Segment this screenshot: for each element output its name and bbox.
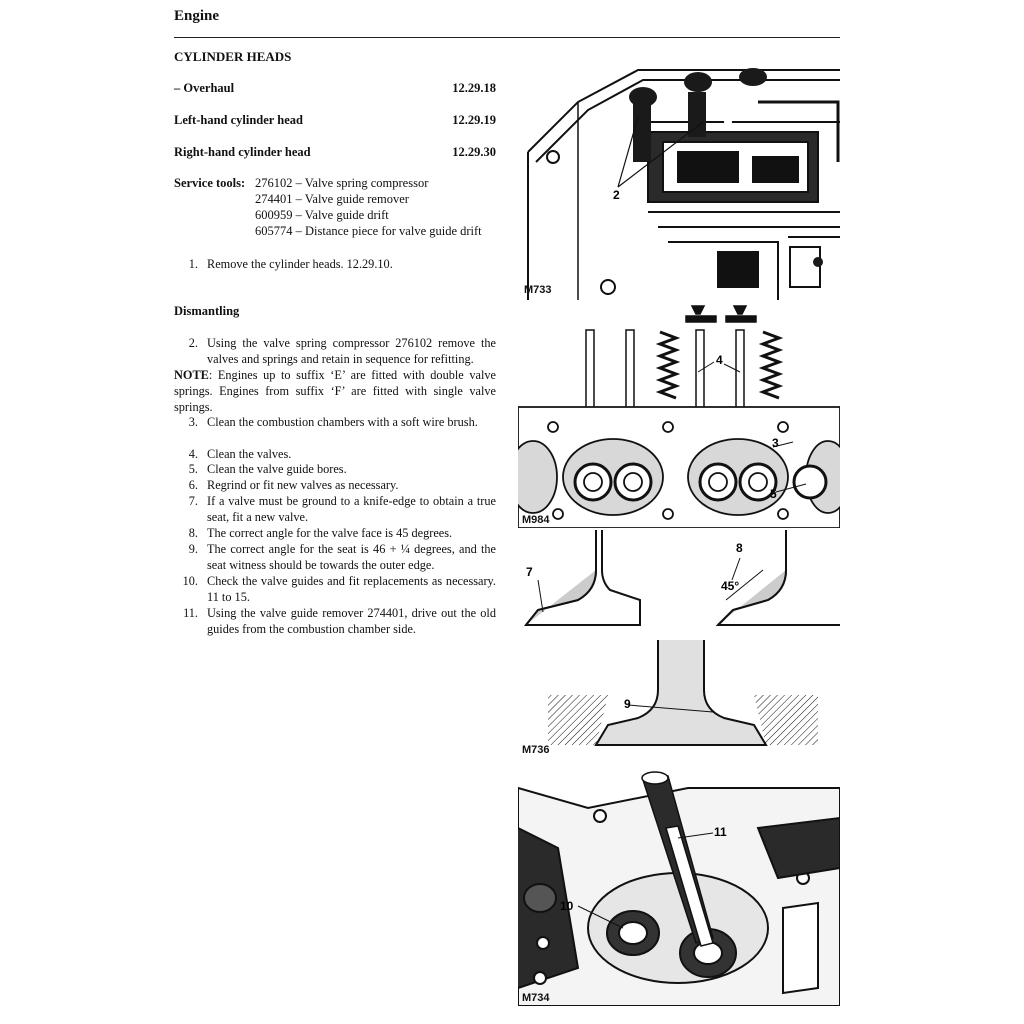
figure-label-m736: M736 (522, 744, 550, 756)
step-item (174, 447, 496, 463)
figure-m734-guide-removal (518, 768, 840, 1006)
step-item (174, 478, 496, 494)
note-paragraph (174, 368, 496, 415)
guide-removal-illustration (518, 768, 840, 1006)
page-header-title: Engine (174, 8, 220, 24)
figure-m984-valves-chambers (518, 302, 840, 528)
step-number: 8. (188, 526, 198, 540)
callout-9: 9 (624, 697, 631, 711)
header-rule (174, 37, 840, 38)
operation-row (174, 113, 496, 128)
step-text: Using the valve guide remover 274401, drive out the old guides from the combustion chamber side. (207, 606, 496, 636)
step-item (174, 415, 496, 431)
callout-45-degrees: 45° (721, 579, 740, 593)
figure-m736-valve-angles (518, 530, 840, 758)
step-number: 7. (188, 494, 198, 508)
cylinder-head-illustration (518, 62, 840, 300)
operation-code: 12.29.30 (452, 145, 496, 159)
step-number: 2. (188, 336, 198, 350)
figure-label-m734: M734 (522, 992, 550, 1004)
figure-m733-cylinder-head (518, 62, 840, 300)
callout-2: 2 (613, 188, 620, 202)
step-text: Remove the cylinder heads. 12.29.10. (207, 257, 393, 271)
note-text: : Engines up to suffix ‘E’ are fitted with double valve springs. Engines from suffix ‘F’ are fitted with single valve springs. (174, 368, 496, 414)
step-item (174, 336, 496, 368)
dismantling-heading: Dismantling (174, 304, 240, 318)
operation-code: 12.29.19 (452, 113, 496, 127)
step-number: 4. (188, 447, 198, 461)
valve-angles-illustration (518, 530, 840, 758)
step-item (174, 574, 496, 606)
operation-label: Right-hand cylinder head (174, 145, 311, 159)
step-number: 9. (188, 542, 198, 556)
step-text: The correct angle for the valve face is 45 degrees. (207, 526, 453, 540)
callout-8: 8 (736, 541, 743, 555)
step-text: Regrind or fit new valves as necessary. (207, 478, 399, 492)
step-text: Using the valve spring compressor 276102 remove the valves and springs and retain in sequence for refitting. (207, 336, 496, 366)
step-item (174, 257, 496, 273)
step-item (174, 606, 496, 638)
step-text: Clean the valve guide bores. (207, 462, 347, 476)
figure-label-m984: M984 (522, 514, 550, 526)
operation-row (174, 81, 496, 96)
operation-code: 12.29.18 (452, 81, 496, 95)
step-item (174, 542, 496, 574)
note-label: NOTE (174, 368, 209, 382)
callout-3: 3 (772, 436, 779, 450)
callout-10: 10 (560, 899, 574, 913)
step-text: If a valve must be ground to a knife-edge to obtain a true seat, fit a new valve. (207, 494, 496, 524)
service-tools-label: Service tools: (174, 176, 246, 190)
step-number: 11. (183, 606, 198, 620)
operation-label: – Overhaul (174, 81, 235, 95)
service-tool-item: 274401 – Valve guide remover (255, 192, 409, 206)
step-number: 6. (188, 478, 198, 492)
step-text: Clean the valves. (207, 447, 292, 461)
operation-row (174, 145, 496, 160)
step-text: Check the valve guides and fit replacements as necessary. 11 to 15. (207, 574, 496, 604)
section-title: CYLINDER HEADS (174, 49, 292, 64)
step-text: Clean the combustion chambers with a soft wire brush. (207, 415, 478, 429)
service-tool-item: 605774 – Distance piece for valve guide drift (255, 224, 482, 238)
service-tool-item: 600959 – Valve guide drift (255, 208, 389, 222)
valves-chambers-illustration (518, 302, 840, 528)
step-number: 5. (188, 462, 198, 476)
callout-11: 11 (714, 825, 727, 839)
service-tool-item: 276102 – Valve spring compressor (255, 176, 429, 190)
figure-label-m733: M733 (524, 284, 552, 296)
operation-label: Left-hand cylinder head (174, 113, 303, 127)
step-number: 10. (182, 574, 198, 588)
step-item (174, 526, 496, 542)
callout-5: 5 (770, 487, 777, 501)
step-text: The correct angle for the seat is 46 + ¼ degrees, and the seat witness should be towards the outer edge. (207, 542, 496, 572)
step-number: 1. (188, 257, 198, 271)
step-number: 3. (188, 415, 198, 429)
callout-7: 7 (526, 565, 533, 579)
step-item (174, 462, 496, 478)
step-item (174, 494, 496, 526)
callout-4: 4 (716, 353, 723, 367)
